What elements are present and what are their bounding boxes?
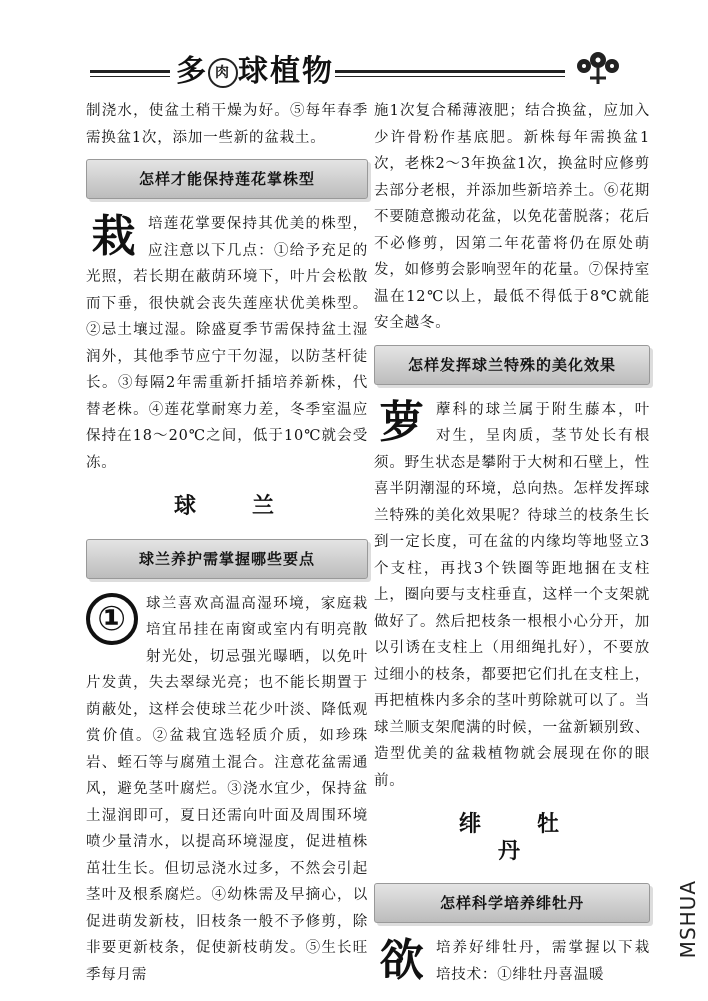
dropcap-yu: 欲 xyxy=(379,935,425,986)
section-title-hoya: 球兰 xyxy=(173,494,330,519)
page-title xyxy=(170,46,340,90)
paragraph-lotus-text: 培莲花掌要保持其优美的株型，应注意以下几点：①给予充足的光照，若长期在蔽荫环境下，叶片会松散而下垂，很快就会丧失莲座状优美株型。②忌土壤过湿。除盛夏季节需保持盆土湿润外，其他季节应宁干勿湿，以防茎杆徒长。③每隔2年需重新扦插培养新株，代替老株。④莲花掌耐寒力差，冬季室温应保持在18～20℃之间，低于10℃就会受冻。 xyxy=(86,216,368,471)
paragraph-moon-cactus-text: 培养好绯牡丹，需掌握以下栽培技术：①绯牡丹喜温暖 xyxy=(436,940,650,983)
subheading-moon-cactus: 怎样科学培养绯牡丹 xyxy=(374,883,650,923)
dropcap-zai: 栽 xyxy=(91,211,137,262)
paragraph-hoya-beautify-text: 藦科的球兰属于附生藤本，叶对生，呈肉质，茎节处长有根须。野生状态是攀附于大树和石壁上，性喜半阴潮湿的环境，总向热。怎样发挥球兰特殊的美化效果呢？待球兰的枝条生长到一定长度，可在盆的内缘均等地竖立3个支柱，再找3个铁圈等距地捆在支柱上，圈向要与支柱垂直，这样一个支架就做好了。然后把枝条一根根小心分开，加以引诱在支柱上（用细绳扎好），不要放过细小的枝条，都要把它们扎在支柱上，再把植株内多余的茎叶剪除就可以了。当球兰顺支架爬满的时候，一盆新颖别致、造型优美的盆栽植物就会展现在你的眼前。 xyxy=(374,401,650,789)
right-column xyxy=(374,98,650,988)
flower-ornament-icon xyxy=(570,48,626,88)
paragraph-moon-cactus xyxy=(374,935,650,988)
paragraph-lotus-shape xyxy=(86,211,368,476)
header-rule-right-top xyxy=(335,70,565,73)
title-part-1: 多 xyxy=(176,54,208,89)
paragraph-hoya-care-continued: 施1次复合稀薄液肥；结合换盆，应加入少许骨粉作基底肥。新株每年需换盆1次，老株2～3年换盆1次，换盆时应修剪去部分老根，并添加些新培养土。⑥花期不要随意搬动花盆，以免花蕾脱落；花后不必修剪，因第二年花蕾将仍在原处萌发，如修剪会影响翌年的花量。⑦保持室温在12℃以上，最低不得低于8℃就能安全越冬。 xyxy=(374,103,650,331)
section-title-moon-cactus: 绯牡丹 xyxy=(458,812,615,864)
dropcap-luo: 萝 xyxy=(379,396,425,448)
header-rule-bottom xyxy=(90,76,170,77)
title-part-2: 球植物 xyxy=(238,54,334,89)
paragraph-hoya-beautify xyxy=(374,397,650,795)
header-rule-top xyxy=(90,70,170,73)
paragraph-continued: 制浇水，使盆土稍干燥为好。⑤每年春季需换盆1次，添加一些新的盆栽土。 xyxy=(86,103,368,146)
subheading-hoya-care: 球兰养护需掌握哪些要点 xyxy=(86,539,368,579)
left-column xyxy=(86,98,368,988)
watermark-text: MSHUA xyxy=(676,880,700,959)
paragraph-hoya-care xyxy=(86,591,368,989)
page-header xyxy=(70,40,630,100)
subheading-lotus-shape: 怎样才能保持莲花掌株型 xyxy=(86,159,368,199)
subheading-hoya-beautify: 怎样发挥球兰特殊的美化效果 xyxy=(374,345,650,385)
title-ring-char: 肉 xyxy=(208,58,238,88)
dropcap-circled-one: ① xyxy=(86,593,138,645)
header-rule-right-bottom xyxy=(335,76,565,77)
paragraph-hoya-care-text: 球兰喜欢高温高湿环境，家庭栽培宜吊挂在南窗或室内有明亮散射光处，切忌强光曝晒，以免叶片发黄，失去翠绿光亮；也不能长期置于荫蔽处，这样会使球兰花少叶淡、降低观赏价值。②盆栽宜选轻质介质，如珍珠岩、蛭石等与腐殖土混合。注意花盆需通风，避免茎叶腐烂。③浇水宜少，保持盆土湿润即可，夏日还需向叶面及周围环境喷少量清水，以提高环境湿度，促进植株茁壮生长。但切忌浇水过多，不然会引起茎叶及根系腐烂。④幼株需及早摘心，以促进萌发新枝，旧枝条一般不予修剪，除非要更新枝条，促使新枝萌发。⑤生长旺季每月需 xyxy=(86,595,368,983)
